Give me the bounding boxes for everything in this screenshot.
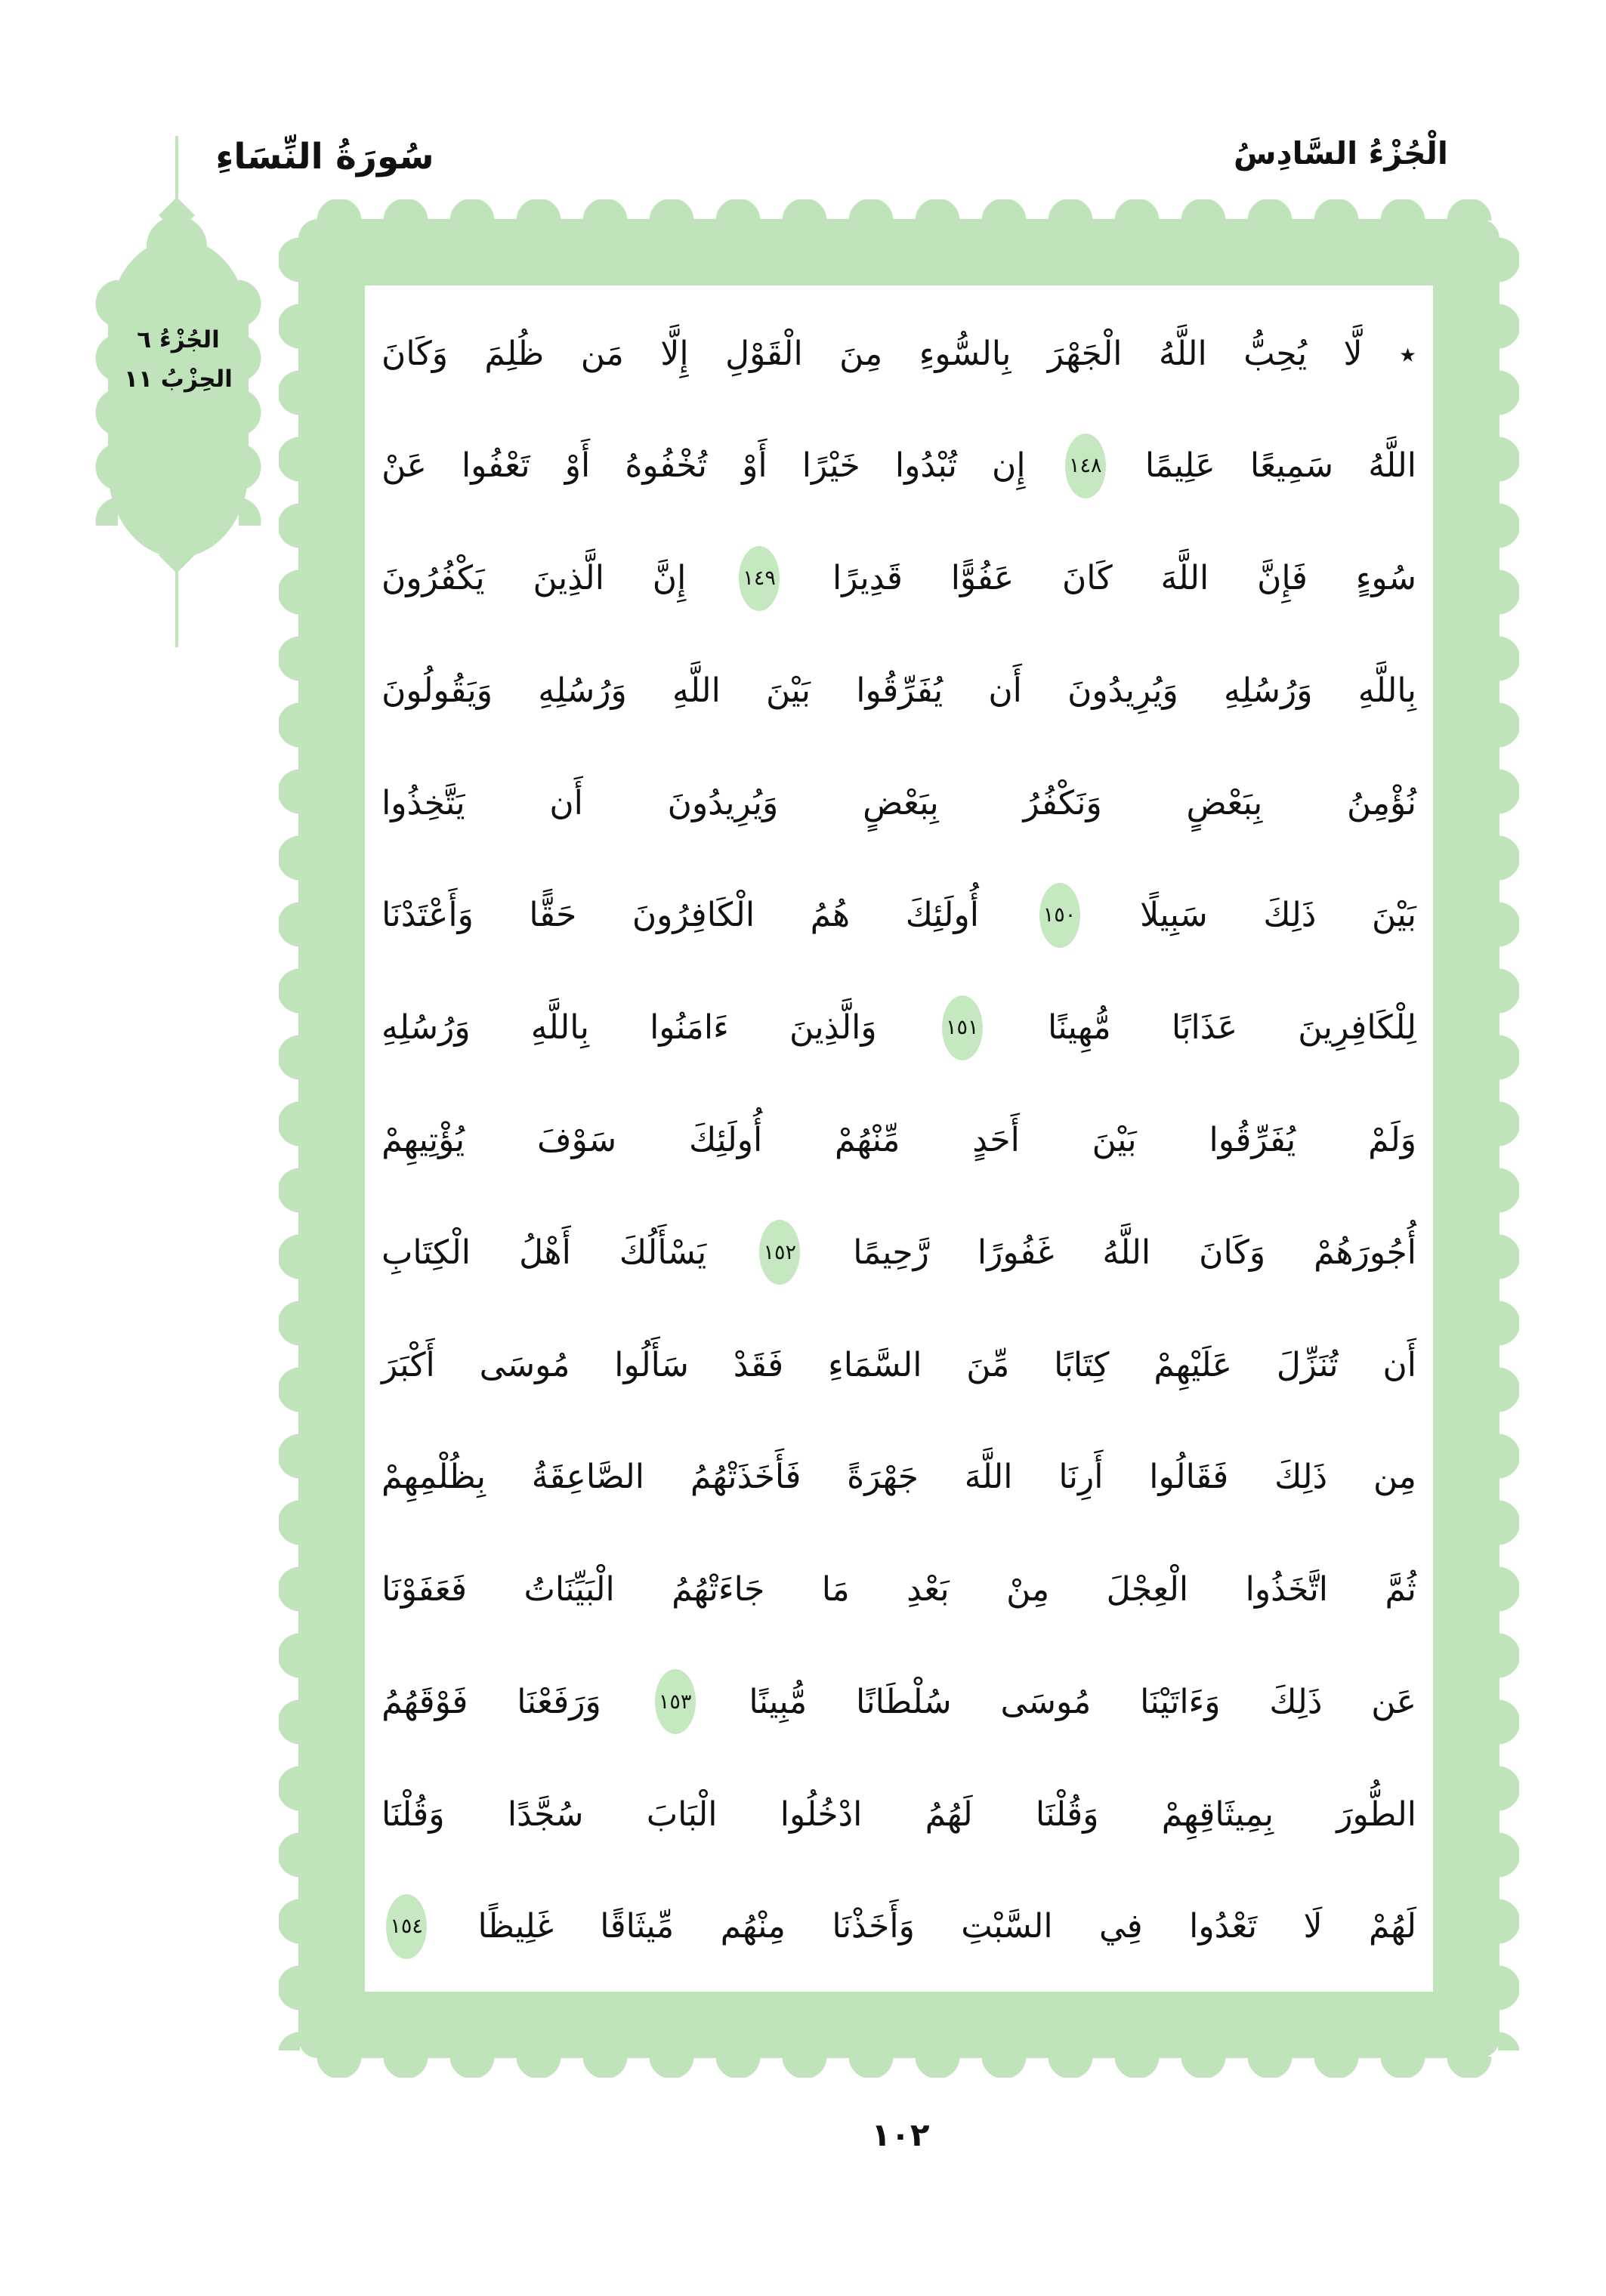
quran-line bbox=[381, 972, 1416, 1084]
quran-word: السَّبْتِ bbox=[961, 1907, 1053, 1946]
medallion-bottom-spire bbox=[175, 568, 178, 647]
quran-word: أَحَدٍ bbox=[972, 1120, 1020, 1159]
quran-word: يُفَرِّقُوا bbox=[856, 671, 944, 710]
quran-word: مُّهِينًا bbox=[1047, 1008, 1111, 1048]
quran-word: مِنَ bbox=[839, 334, 883, 373]
quran-word: غَفُورًا bbox=[977, 1233, 1055, 1272]
ayah-number-marker: ١٥٤ bbox=[386, 1894, 427, 1959]
quran-text-area bbox=[381, 298, 1416, 1983]
quran-word: تُخْفُوهُ bbox=[625, 446, 708, 486]
quran-word: عَذَابًا bbox=[1171, 1008, 1238, 1048]
quran-word: عَن bbox=[1371, 1682, 1416, 1721]
quran-word: تَعْفُوا bbox=[461, 446, 530, 486]
quran-word: وَكَانَ bbox=[1199, 1233, 1266, 1272]
ayah-number-marker: ١٥٢ bbox=[759, 1220, 800, 1285]
quran-word: بِمِيثَاقِهِمْ bbox=[1161, 1795, 1274, 1834]
quran-word: سُوءٍ bbox=[1355, 559, 1416, 598]
quran-word: ظُلِمَ bbox=[484, 334, 545, 373]
quran-word: الْعِجْلَ bbox=[1106, 1570, 1189, 1609]
quran-word: الْكِتَابِ bbox=[381, 1233, 471, 1272]
quran-word: اتَّخَذُوا bbox=[1245, 1570, 1329, 1609]
medallion-lobes-left bbox=[95, 276, 118, 526]
quran-word: وَءَاتَيْنَا bbox=[1140, 1682, 1221, 1721]
quran-word: أَن bbox=[1382, 1345, 1416, 1384]
quran-word: يَكْفُرُونَ bbox=[381, 559, 485, 598]
frame-scallop-bottom bbox=[306, 2057, 1492, 2078]
quran-word: أَكْبَرَ bbox=[381, 1345, 435, 1384]
quran-line bbox=[381, 634, 1416, 746]
quran-word: وَأَعْتَدْنَا bbox=[381, 896, 474, 935]
quran-word: أَرِنَا bbox=[1058, 1458, 1104, 1497]
quran-word: وَكَانَ bbox=[381, 334, 448, 373]
quran-word: لِلْكَافِرِينَ bbox=[1298, 1008, 1416, 1048]
quran-word: بَيْنَ bbox=[1092, 1120, 1137, 1159]
quran-word: الْكَافِرُونَ bbox=[632, 896, 755, 935]
quran-word: وَقُلْنَا bbox=[381, 1795, 445, 1834]
quran-word: وَالَّذِينَ bbox=[789, 1008, 877, 1048]
quran-word: ذَلِكَ bbox=[1269, 1682, 1323, 1721]
quran-word: الصَّاعِقَةُ bbox=[531, 1458, 645, 1497]
quran-word: مِّيثَاقًا bbox=[600, 1907, 675, 1946]
quran-word: فَأَخَذَتْهُمُ bbox=[690, 1458, 801, 1497]
quran-line bbox=[381, 859, 1416, 971]
quran-word: يُحِبُّ bbox=[1243, 334, 1308, 373]
page-number: ١٠٢ bbox=[871, 2116, 930, 2153]
quran-word: الْبَابَ bbox=[646, 1795, 718, 1834]
quran-word: اللَّهُ bbox=[1158, 334, 1207, 373]
quran-word: ذَلِكَ bbox=[1274, 1458, 1328, 1497]
quran-word: لَا bbox=[1303, 1907, 1323, 1946]
quran-word: بِاللَّهِ bbox=[1357, 671, 1416, 710]
quran-word: وَلَمْ bbox=[1368, 1120, 1416, 1159]
quran-word: لَّا bbox=[1343, 334, 1363, 373]
quran-word: اللَّهُ bbox=[1368, 446, 1416, 486]
quran-word: ادْخُلُوا bbox=[780, 1795, 863, 1834]
page-border-frame bbox=[298, 219, 1499, 2058]
quran-line bbox=[381, 1309, 1416, 1421]
quran-word: كِتَابًا bbox=[1054, 1345, 1110, 1384]
quran-word: إِن bbox=[992, 446, 1026, 486]
quran-word: وَرَفَعْنَا bbox=[517, 1682, 601, 1721]
quran-word: غَلِيظًا bbox=[477, 1907, 554, 1946]
quran-word: هُمُ bbox=[810, 896, 851, 935]
frame-scallop-top bbox=[306, 199, 1492, 221]
text-panel bbox=[365, 285, 1433, 1992]
quran-word: إِنَّ bbox=[652, 559, 687, 598]
quran-word: ذَلِكَ bbox=[1263, 896, 1317, 935]
quran-word: الْبَيِّنَاتُ bbox=[523, 1570, 615, 1609]
quran-line bbox=[381, 410, 1416, 522]
ayah-number-marker: ١٤٩ bbox=[739, 546, 780, 611]
hizb-number-label: الحِزْبُ ١١ bbox=[124, 366, 233, 393]
quran-word: يُفَرِّقُوا bbox=[1209, 1120, 1296, 1159]
quran-line bbox=[381, 1196, 1416, 1308]
quran-word: لَهُمْ bbox=[1369, 1907, 1416, 1946]
quran-line bbox=[381, 747, 1416, 859]
quran-word: مِنْ bbox=[1006, 1570, 1050, 1609]
quran-word: فِي bbox=[1098, 1907, 1143, 1946]
quran-word: أُجُورَهُمْ bbox=[1314, 1233, 1416, 1272]
quran-word: بِالسُّوءِ bbox=[919, 334, 1011, 373]
juz-title: الْجُزْءُ السَّادِسُ bbox=[1234, 135, 1448, 171]
quran-word: ثُمَّ bbox=[1385, 1570, 1416, 1609]
quran-word: بِظُلْمِهِمْ bbox=[381, 1458, 486, 1497]
quran-word: أَوْ bbox=[742, 446, 767, 486]
quran-word: الطُّورَ bbox=[1336, 1795, 1416, 1834]
quran-word: تَعْدُوا bbox=[1189, 1907, 1258, 1946]
quran-word: مِّنَ bbox=[966, 1345, 1010, 1384]
quran-word: بَيْنَ bbox=[766, 671, 811, 710]
quran-word: مِنْهُم bbox=[720, 1907, 786, 1946]
quran-word: يَتَّخِذُوا bbox=[381, 783, 465, 822]
quran-word: وَنَكْفُرُ bbox=[1023, 783, 1102, 822]
quran-word: فَقَدْ bbox=[733, 1345, 784, 1384]
quran-word: لَهُمُ bbox=[925, 1795, 973, 1834]
quran-word: بِاللَّهِ bbox=[530, 1008, 589, 1048]
quran-line bbox=[381, 298, 1416, 409]
quran-line bbox=[381, 1871, 1416, 1983]
quran-word: عَلِيمًا bbox=[1144, 446, 1215, 486]
quran-word: أَهْلُ bbox=[519, 1233, 571, 1272]
quran-word: جَهْرَةً bbox=[847, 1458, 919, 1497]
quran-word: سُلْطَانًا bbox=[856, 1682, 952, 1721]
ayah-number-marker: ١٥٣ bbox=[655, 1669, 696, 1734]
quran-word: السَّمَاءِ bbox=[828, 1345, 922, 1384]
quran-word: سَبِيلًا bbox=[1140, 896, 1208, 935]
quran-word: يُؤْتِيهِمْ bbox=[381, 1120, 465, 1159]
quran-word: أُولَئِكَ bbox=[905, 896, 979, 935]
quran-word: تُنَزِّلَ bbox=[1276, 1345, 1339, 1384]
quran-word: فَقَالُوا bbox=[1149, 1458, 1229, 1497]
quran-word: أَوْ bbox=[564, 446, 591, 486]
quran-word: مُّبِينًا bbox=[749, 1682, 808, 1721]
juz-hizb-labels bbox=[104, 320, 252, 399]
quran-word: وَأَخَذْنَا bbox=[832, 1907, 915, 1946]
quran-word: رَّحِيمًا bbox=[853, 1233, 929, 1272]
ayah-number-marker: ١٥١ bbox=[942, 995, 983, 1060]
quran-word: أَن bbox=[549, 783, 583, 822]
quran-word: فَإِنَّ bbox=[1257, 559, 1308, 598]
quran-word: يَسْأَلُكَ bbox=[619, 1233, 707, 1272]
quran-word: كَانَ bbox=[1061, 559, 1113, 598]
juz-number-label: الجُزْءُ ٦ bbox=[137, 326, 220, 353]
quran-word: عَلَيْهِمْ bbox=[1154, 1345, 1232, 1384]
quran-word: مُوسَى bbox=[479, 1345, 570, 1384]
quran-word: سَأَلُوا bbox=[614, 1345, 689, 1384]
quran-word: سَمِيعًا bbox=[1249, 446, 1334, 486]
quran-word: وَيُرِيدُونَ bbox=[667, 783, 779, 822]
quran-line bbox=[381, 1534, 1416, 1646]
quran-word: مِّنْهُمْ bbox=[835, 1120, 900, 1159]
quran-word: مِن bbox=[1373, 1458, 1416, 1497]
quran-word: وَيَقُولُونَ bbox=[381, 671, 493, 710]
quran-word: قَدِيرًا bbox=[832, 559, 903, 598]
quran-word: فَعَفَوْنَا bbox=[381, 1570, 468, 1609]
quran-line bbox=[381, 1084, 1416, 1196]
quran-word: حَقًّا bbox=[529, 896, 577, 935]
quran-word: بِبَعْضٍ bbox=[863, 783, 939, 822]
quran-word: فَوْقَهُمُ bbox=[381, 1682, 468, 1721]
quran-word: بِبَعْضٍ bbox=[1186, 783, 1263, 822]
quran-word: ءَامَنُوا bbox=[650, 1008, 729, 1048]
quran-line bbox=[381, 523, 1416, 634]
quran-word: مُوسَى bbox=[1000, 1682, 1092, 1721]
quran-word: اللَّهَ bbox=[1160, 559, 1209, 598]
ayah-number-marker: ١٤٨ bbox=[1065, 434, 1106, 498]
quran-word: سَوْفَ bbox=[536, 1120, 617, 1159]
quran-line bbox=[381, 1758, 1416, 1870]
surah-title: سُورَةُ النِّسَاءِ bbox=[215, 136, 434, 177]
quran-word: عَفُوًّا bbox=[950, 559, 1015, 598]
quran-word: مَن bbox=[580, 334, 624, 373]
quran-word: الَّذِينَ bbox=[533, 559, 604, 598]
quran-word: إِلَّا bbox=[660, 334, 689, 373]
quran-word: أُولَئِكَ bbox=[688, 1120, 763, 1159]
quran-line bbox=[381, 1421, 1416, 1533]
quran-word: الْجَهْرَ bbox=[1047, 334, 1123, 373]
quran-word: مَا bbox=[821, 1570, 850, 1609]
ayah-number-marker: ١٥٠ bbox=[1039, 883, 1080, 948]
quran-word: بَعْدِ bbox=[906, 1570, 950, 1609]
frame-scallop-right bbox=[1498, 227, 1519, 2051]
quran-word: وَيُرِيدُونَ bbox=[1067, 671, 1178, 710]
quran-word: اللَّهَ bbox=[964, 1458, 1013, 1497]
quran-word: سُجَّدًا bbox=[507, 1795, 584, 1834]
quran-word: اللَّهُ bbox=[1102, 1233, 1151, 1272]
quran-word: وَرُسُلِهِ bbox=[538, 671, 627, 710]
quran-word: بَيْنَ bbox=[1371, 896, 1416, 935]
quran-word: تُبْدُوا bbox=[894, 446, 957, 486]
quran-word: خَيْرًا bbox=[801, 446, 860, 486]
quran-line bbox=[381, 1646, 1416, 1757]
quran-word: جَاءَتْهُمُ bbox=[672, 1570, 765, 1609]
quran-word: وَرُسُلِهِ bbox=[381, 1008, 471, 1048]
quran-word: وَقُلْنَا bbox=[1035, 1795, 1099, 1834]
quran-word: نُؤْمِنُ bbox=[1346, 783, 1416, 822]
quran-word: الْقَوْلِ bbox=[725, 334, 803, 373]
frame-scallop-left bbox=[279, 227, 300, 2051]
quran-word: أَن bbox=[988, 671, 1022, 710]
quran-word: وَرُسُلِهِ bbox=[1224, 671, 1313, 710]
quran-word: اللَّهِ bbox=[672, 671, 721, 710]
medallion-lobes-right bbox=[239, 276, 261, 526]
hizb-star-icon: ٭ bbox=[1399, 335, 1416, 372]
quran-word: عَنْ bbox=[381, 446, 427, 486]
